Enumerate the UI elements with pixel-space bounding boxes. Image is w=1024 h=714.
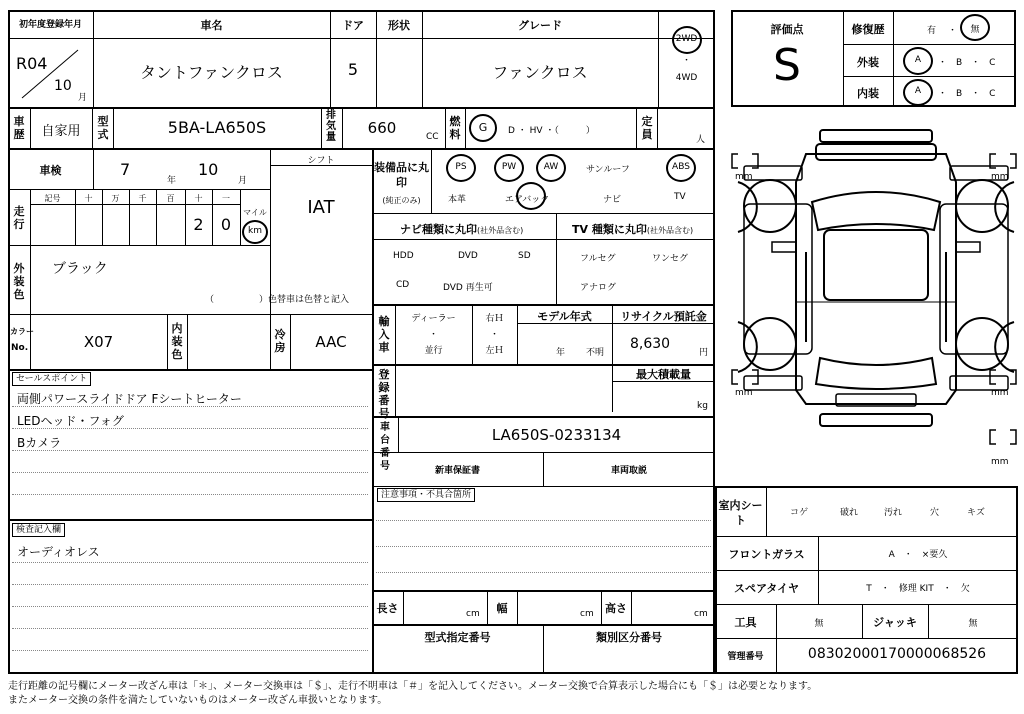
width-label: 幅: [496, 602, 508, 615]
mile-label: マイル: [243, 208, 267, 217]
chassis-label: 車台番号: [380, 422, 390, 472]
import-dot-2: ・: [489, 330, 499, 340]
exterior-label: 外装: [857, 56, 879, 69]
digit-label: 百: [166, 194, 175, 203]
sheet-item: キズ: [967, 508, 985, 518]
jack-label: ジャッキ: [873, 616, 917, 629]
car-name-label: 車名: [200, 19, 223, 32]
grade-label: グレード: [518, 19, 562, 32]
cc-unit: CC: [426, 132, 439, 142]
digit-label: 十: [84, 194, 93, 203]
mgmt-number: 08302000170000068526: [807, 646, 987, 662]
shift-label: シフト: [307, 156, 335, 166]
spare-tire: T ・ 修理 KIT ・ 欠: [866, 584, 970, 594]
sales-point-line: 両側パワースライドドア Fシートヒーター: [17, 392, 242, 406]
repair-yes: 有: [927, 26, 937, 36]
doors: 5: [347, 60, 359, 79]
sheet-item: 汚れ: [884, 508, 903, 518]
capacity-label: 定員: [641, 115, 653, 141]
history-label: 車歴: [13, 115, 25, 141]
equip-item: 本革: [448, 195, 467, 205]
tv-item: ワンセグ: [652, 254, 689, 264]
digit-label: 千: [138, 194, 147, 203]
sales-point-line: Bカメラ: [17, 436, 62, 450]
km-label: km: [248, 226, 262, 236]
fuel-rest: D ・ HV ・（ ）: [508, 126, 595, 136]
import-left: 左Ｈ: [485, 346, 504, 356]
inspector-line: オーディオレス: [17, 545, 100, 559]
repair-dot: ・: [948, 26, 958, 36]
tv-item: フルセグ: [580, 254, 616, 264]
model-label: 型式: [97, 115, 109, 141]
model: 5BA-LA650S: [167, 118, 267, 137]
max-load-label: 最大積載量: [636, 368, 691, 381]
digit-label: 一: [222, 194, 230, 203]
exterior-rest: ・ B ・ C: [938, 58, 996, 68]
new-car-warranty: 新車保証書: [434, 466, 480, 476]
mm-label: mm: [991, 172, 1009, 182]
displacement: 660: [367, 119, 397, 137]
equip-item: ABS: [672, 162, 690, 172]
import-dealer: ディーラー: [411, 314, 456, 324]
door-label: ドア: [342, 19, 364, 32]
interior-sheet-label: 室内シート: [718, 499, 763, 527]
vehicle-manual: 車両取説: [610, 466, 647, 476]
history: 自家用: [41, 124, 81, 139]
windshield: A ・ ×要久: [888, 550, 948, 560]
mileage-digit: 2: [193, 215, 204, 234]
score-label: 評価点: [770, 23, 804, 36]
repair-label: 修復歴: [851, 23, 885, 36]
color-no-label-top: カラー: [10, 327, 34, 336]
sheet-item: 破れ: [840, 508, 859, 518]
footer-note: またメーター交換の条件を満たしていないものはメーター改ざん車扱いとなります。: [8, 695, 388, 706]
equip-item: TV: [674, 192, 686, 202]
import-dot: ・: [428, 330, 438, 340]
fuel-g: G: [478, 121, 488, 134]
mm-label: mm: [991, 457, 1009, 467]
registration-label: 登録番号: [378, 368, 390, 420]
inspection-label: 車検: [39, 164, 62, 177]
height-label: 高さ: [605, 602, 627, 615]
width-cm: cm: [580, 609, 594, 619]
navi-item: HDD: [393, 251, 414, 261]
drive-dot: ・: [681, 56, 691, 66]
exterior-color-label: 外装色: [13, 262, 25, 301]
navi-item: DVD: [458, 251, 478, 261]
tv-item: アナログ: [580, 283, 617, 293]
type-cert-label: 型式指定番号: [424, 631, 491, 644]
tools: 無: [814, 619, 824, 629]
sales-point-line: LEDヘッド・フォグ: [17, 414, 124, 428]
digit-label: 十: [194, 194, 203, 203]
import-right: 右Ｈ: [485, 314, 504, 324]
sheet-item: コゲ: [790, 508, 809, 518]
model-year-label: モデル年式: [537, 310, 592, 323]
inspection-month-unit: 月: [238, 176, 248, 186]
exterior-a: A: [914, 55, 922, 65]
inspection-year: 7: [120, 160, 131, 179]
tv-label: TV 種類に丸印(社外品含む): [572, 223, 694, 236]
mileage-digit: 0: [220, 215, 232, 234]
model-year-unknown: 不明: [586, 348, 605, 358]
import-label: 輸入車: [378, 315, 390, 354]
windshield-label: フロントガラス: [728, 548, 805, 561]
sheet-item: 穴: [930, 508, 940, 518]
sales-points-tag: セールスポイント: [12, 372, 91, 386]
jack: 無: [968, 619, 978, 629]
import-parallel: 並行: [424, 346, 443, 356]
interior-a: A: [914, 86, 922, 96]
first-reg-label: 初年度登録年月: [18, 20, 82, 30]
mileage-label: 走行: [13, 205, 25, 231]
inspection-month: 10: [198, 160, 219, 179]
mileage-sign-label: 記号: [44, 194, 61, 203]
footer-note: 走行距離の記号欄にメーター改ざん車は「＊」、メーター交換車は「＄」、走行不明車は「＃」を記入してください。メーター交換で合算表示した場合にも「＄」は必要となります。: [8, 681, 818, 692]
drive-4wd: 4WD: [675, 73, 698, 83]
inspection-year-unit: 年: [167, 176, 177, 186]
equip-item: エアバック: [505, 195, 550, 205]
length-cm: cm: [466, 609, 480, 619]
notes-tag: 注意事項・不具合箇所: [377, 488, 475, 502]
ac: AAC: [315, 333, 347, 351]
equip-item: AW: [543, 162, 559, 172]
interior-rest: ・ B ・ C: [938, 89, 996, 99]
reg-month: 10: [54, 78, 72, 94]
grade: ファンクロス: [492, 63, 588, 82]
reg-year: R04: [16, 54, 48, 73]
capacity-unit: 人: [696, 135, 706, 145]
equip-item: PW: [501, 162, 517, 172]
mm-label: mm: [735, 172, 753, 182]
fuel-label: 燃料: [449, 115, 461, 141]
recycle: 8,630: [630, 336, 671, 352]
shift: IAT: [307, 197, 335, 218]
repair-no: 無: [970, 25, 980, 35]
color-no: X07: [83, 333, 114, 351]
interior-label: 内装: [857, 87, 879, 100]
recycle-label: リサイクル預託金: [620, 310, 707, 323]
navi-label: ナビ種類に丸印(社外品含む): [400, 223, 524, 236]
exterior-color: ブラック: [52, 261, 108, 277]
mgmt-label: 管理番号: [727, 652, 764, 662]
height-cm: cm: [694, 609, 708, 619]
car-name: タントファンクロス: [140, 63, 283, 82]
car-diagram: [728, 122, 1020, 474]
spare-tire-label: スペアタイヤ: [733, 582, 799, 595]
mm-label: mm: [991, 388, 1009, 398]
equip-item: サンルーフ: [586, 165, 630, 175]
reg-month-unit: 月: [78, 93, 88, 103]
drive-2wd: 2WD: [675, 34, 698, 44]
shape-label: 形状: [388, 19, 410, 32]
displacement-label: 排気量: [326, 110, 336, 143]
equipment-label: 装備品に丸印: [374, 161, 429, 189]
interior-color-label: 内装色: [171, 322, 183, 361]
navi-item: CD: [396, 280, 410, 290]
ac-label: 冷房: [274, 328, 286, 354]
color-no-label-bottom: No.: [11, 343, 29, 353]
chassis: LA650S-0233134: [491, 426, 622, 444]
navi-item: SD: [518, 251, 531, 261]
digit-label: 万: [111, 194, 120, 203]
model-year-unit: 年: [556, 348, 566, 358]
score: S: [773, 40, 801, 91]
length-label: 長さ: [376, 602, 399, 615]
tools-label: 工具: [734, 616, 757, 629]
max-load-kg: kg: [697, 401, 708, 411]
mm-label: mm: [735, 388, 753, 398]
inspector-tag: 検査記入欄: [12, 523, 65, 537]
equip-item: ナビ: [603, 195, 622, 205]
class-label: 類別区分番号: [596, 631, 662, 644]
equip-item: PS: [455, 162, 467, 172]
equipment-sub: (純正のみ): [382, 196, 421, 205]
navi-item: DVD 再生可: [443, 283, 493, 293]
color-change-note: （ ）色替車は色替と記入: [205, 295, 350, 305]
recycle-yen: 円: [699, 348, 709, 358]
